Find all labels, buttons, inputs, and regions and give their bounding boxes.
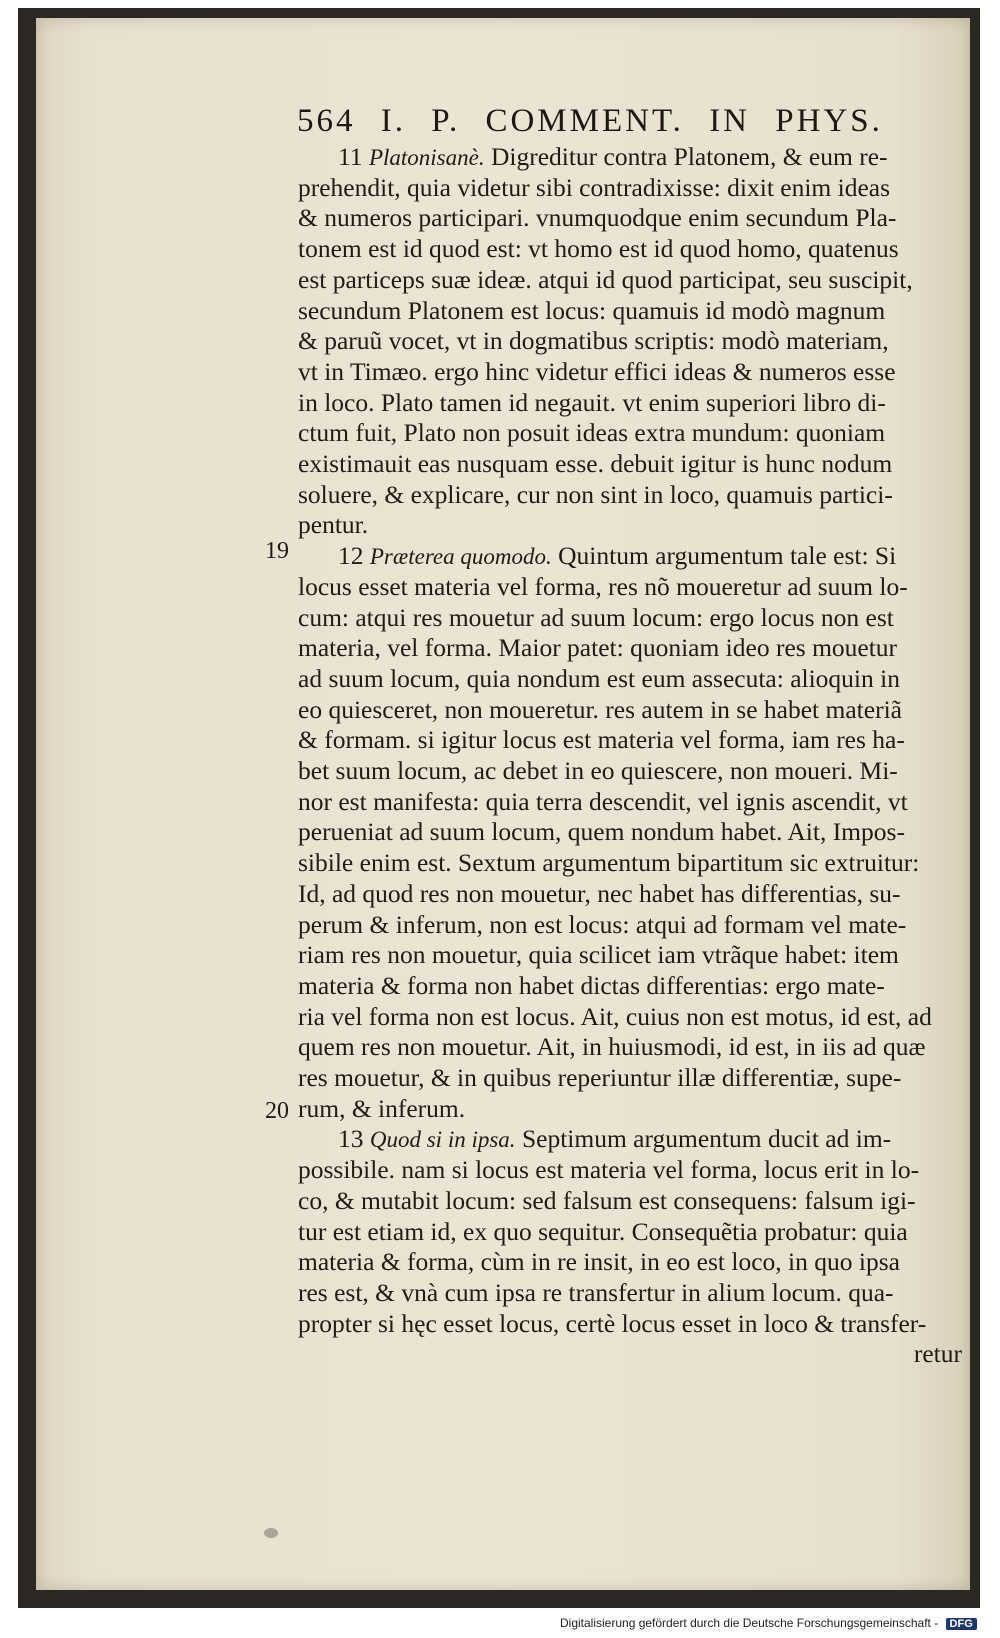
line-text: & paruũ vocet, vt in dogmatibus scriptis: modò materiam,	[298, 326, 889, 355]
margin-number: 20	[265, 1098, 289, 1124]
lemma-number: 13	[338, 1124, 364, 1153]
text-line	[298, 509, 962, 541]
line-text: co, & mutabit locum: sed falsum est consequens: falsum igi-	[298, 1186, 916, 1215]
digitization-credit	[560, 1616, 977, 1636]
line-text: Id, ad quod res non mouetur, nec habet has differentias, su-	[298, 879, 901, 908]
line-text: Digreditur contra Platonem, & eum re-	[490, 142, 888, 171]
line-text: vt in Timæo. ergo hinc videtur effici ideas & numeros esse	[298, 357, 896, 386]
text-line	[298, 970, 962, 1002]
header-word: I.	[380, 103, 406, 139]
text-line	[298, 387, 962, 419]
line-text: rum, & inferum.	[298, 1094, 466, 1123]
line-text: in loco. Plato tamen id negauit. vt enim superiori libro di-	[298, 388, 886, 417]
lemma-number: 12	[338, 541, 364, 570]
text-line	[298, 1062, 962, 1094]
text-line	[298, 1001, 962, 1033]
text-line	[298, 602, 962, 634]
text-line	[298, 448, 962, 480]
line-text: ad suum locum, quia nondum est eum assecuta: alioquin in	[298, 664, 900, 693]
text-line	[338, 1123, 962, 1155]
line-text: perum & inferum, non est locus: atqui ad formam vel mate-	[298, 910, 907, 939]
line-text: res est, & vnà cum ipsa re transfertur in alium locum. qua-	[298, 1278, 894, 1307]
line-text: Septimum argumentum ducit ad im-	[521, 1124, 892, 1153]
lemma-number: 11	[338, 142, 363, 171]
text-line	[298, 878, 962, 910]
header-word: COMMENT.	[485, 103, 684, 139]
text-line	[298, 356, 962, 388]
line-text: tur est etiam id, ex quo sequitur. Consequẽtia probatur: quia	[298, 1217, 908, 1246]
text-line	[298, 1154, 962, 1186]
text-line	[298, 233, 962, 265]
line-text: Quintum argumentum tale est: Si	[558, 541, 897, 570]
text-line	[338, 540, 962, 572]
text-line	[298, 264, 962, 296]
text-line	[298, 724, 962, 756]
margin-number: 19	[265, 538, 289, 564]
line-text: prehendit, quia videtur sibi contradixisse: dixit enim ideas	[298, 173, 891, 202]
line-text: materia, vel forma. Maior patet: quoniam ideo res mouetur	[298, 633, 898, 662]
text-line	[298, 939, 962, 971]
lemma-text: Præterea quomodo.	[369, 544, 552, 569]
line-text: pentur.	[298, 510, 369, 539]
line-text: soluere, & explicare, cur non sint in loco, quamuis partici-	[298, 480, 893, 509]
text-line	[298, 295, 962, 327]
credit-text: Digitalisierung gefördert durch die Deutsche Forschungsgemeinschaft -	[560, 1616, 939, 1630]
text-line	[298, 325, 962, 357]
text-line	[298, 663, 962, 695]
text-line	[298, 694, 962, 726]
line-text: riam res non mouetur, quia scilicet iam vtrãque habet: item	[298, 940, 899, 969]
text-line	[298, 1031, 962, 1063]
line-text: retur	[913, 1339, 962, 1368]
text-line	[298, 847, 962, 879]
text-line	[298, 755, 962, 787]
line-text: sibile enim est. Sextum argumentum bipartitum sic extruitur:	[298, 848, 920, 877]
text-line	[298, 202, 962, 234]
line-text: ria vel forma non est locus. Ait, cuius non est motus, id est, ad	[298, 1002, 932, 1031]
line-text: est particeps suæ ideæ. atqui id quod participat, seu suscipit,	[298, 265, 913, 294]
line-text: & numeros participari. vnumquodque enim secundum Pla-	[298, 203, 897, 232]
page-number: 564	[297, 103, 356, 139]
text-line	[298, 172, 962, 204]
line-text: ctum fuit, Plato non posuit ideas extra mundum: quoniam	[298, 418, 886, 447]
text-line	[298, 1277, 962, 1309]
line-text: perueniat ad suum locum, quem nondum habet. Ait, Impos-	[298, 817, 905, 846]
line-text: nor est manifesta: quia terra descendit, vel ignis ascendit, vt	[298, 787, 908, 816]
line-text: cum: atqui res mouetur ad suum locum: ergo locus non est	[298, 603, 894, 632]
line-text: possibile. nam si locus est materia vel forma, locus erit in lo-	[298, 1155, 920, 1184]
line-text: existimauit eas nusquam esse. debuit igitur is hunc nodum	[298, 449, 893, 478]
text-line	[298, 816, 962, 848]
line-text: locus esset materia vel forma, res nõ moueretur ad suum lo-	[298, 572, 908, 601]
dfg-logo: DFG	[946, 1618, 977, 1630]
text-line	[298, 1185, 962, 1217]
text-line	[298, 479, 962, 511]
line-text: quem res non mouetur. Ait, in huiusmodi, id est, in iis ad quæ	[298, 1032, 926, 1061]
running-header	[297, 103, 927, 143]
line-text: eo quiesceret, non moueretur. res autem in se habet materiã	[298, 695, 902, 724]
text-line	[298, 1093, 962, 1125]
line-text: secundum Platonem est locus: quamuis id modò magnum	[298, 296, 886, 325]
line-text: materia & forma non habet dictas differentias: ergo mate-	[298, 971, 885, 1000]
text-line	[298, 417, 962, 449]
text-line	[298, 786, 962, 818]
lemma-text: Platonisanè.	[368, 145, 485, 170]
text-line	[298, 1246, 962, 1278]
text-line	[338, 141, 962, 173]
text-line	[298, 1216, 962, 1248]
header-word: IN	[709, 103, 751, 139]
line-text: tonem est id quod est: vt homo est id quod homo, quatenus	[298, 234, 899, 263]
header-word: P.	[431, 103, 461, 139]
text-line	[298, 571, 962, 603]
line-text: materia & forma, cùm in re insit, in eo est loco, in quo ipsa	[298, 1247, 900, 1276]
text-line	[298, 1338, 962, 1370]
line-text: res mouetur, & in quibus reperiuntur illæ differentiæ, supe-	[298, 1063, 902, 1092]
text-line	[298, 632, 962, 664]
header-word: PHYS.	[775, 103, 883, 139]
ink-smudge	[264, 1528, 278, 1538]
text-line	[298, 1308, 962, 1340]
line-text: & formam. si igitur locus est materia vel forma, iam res ha-	[298, 725, 905, 754]
text-line	[298, 909, 962, 941]
line-text: propter si hęc esset locus, certè locus esset in loco & transfer-	[298, 1309, 927, 1338]
line-text: bet suum locum, ac debet in eo quiescere, non moueri. Mi-	[298, 756, 898, 785]
lemma-text: Quod si in ipsa.	[369, 1127, 516, 1152]
